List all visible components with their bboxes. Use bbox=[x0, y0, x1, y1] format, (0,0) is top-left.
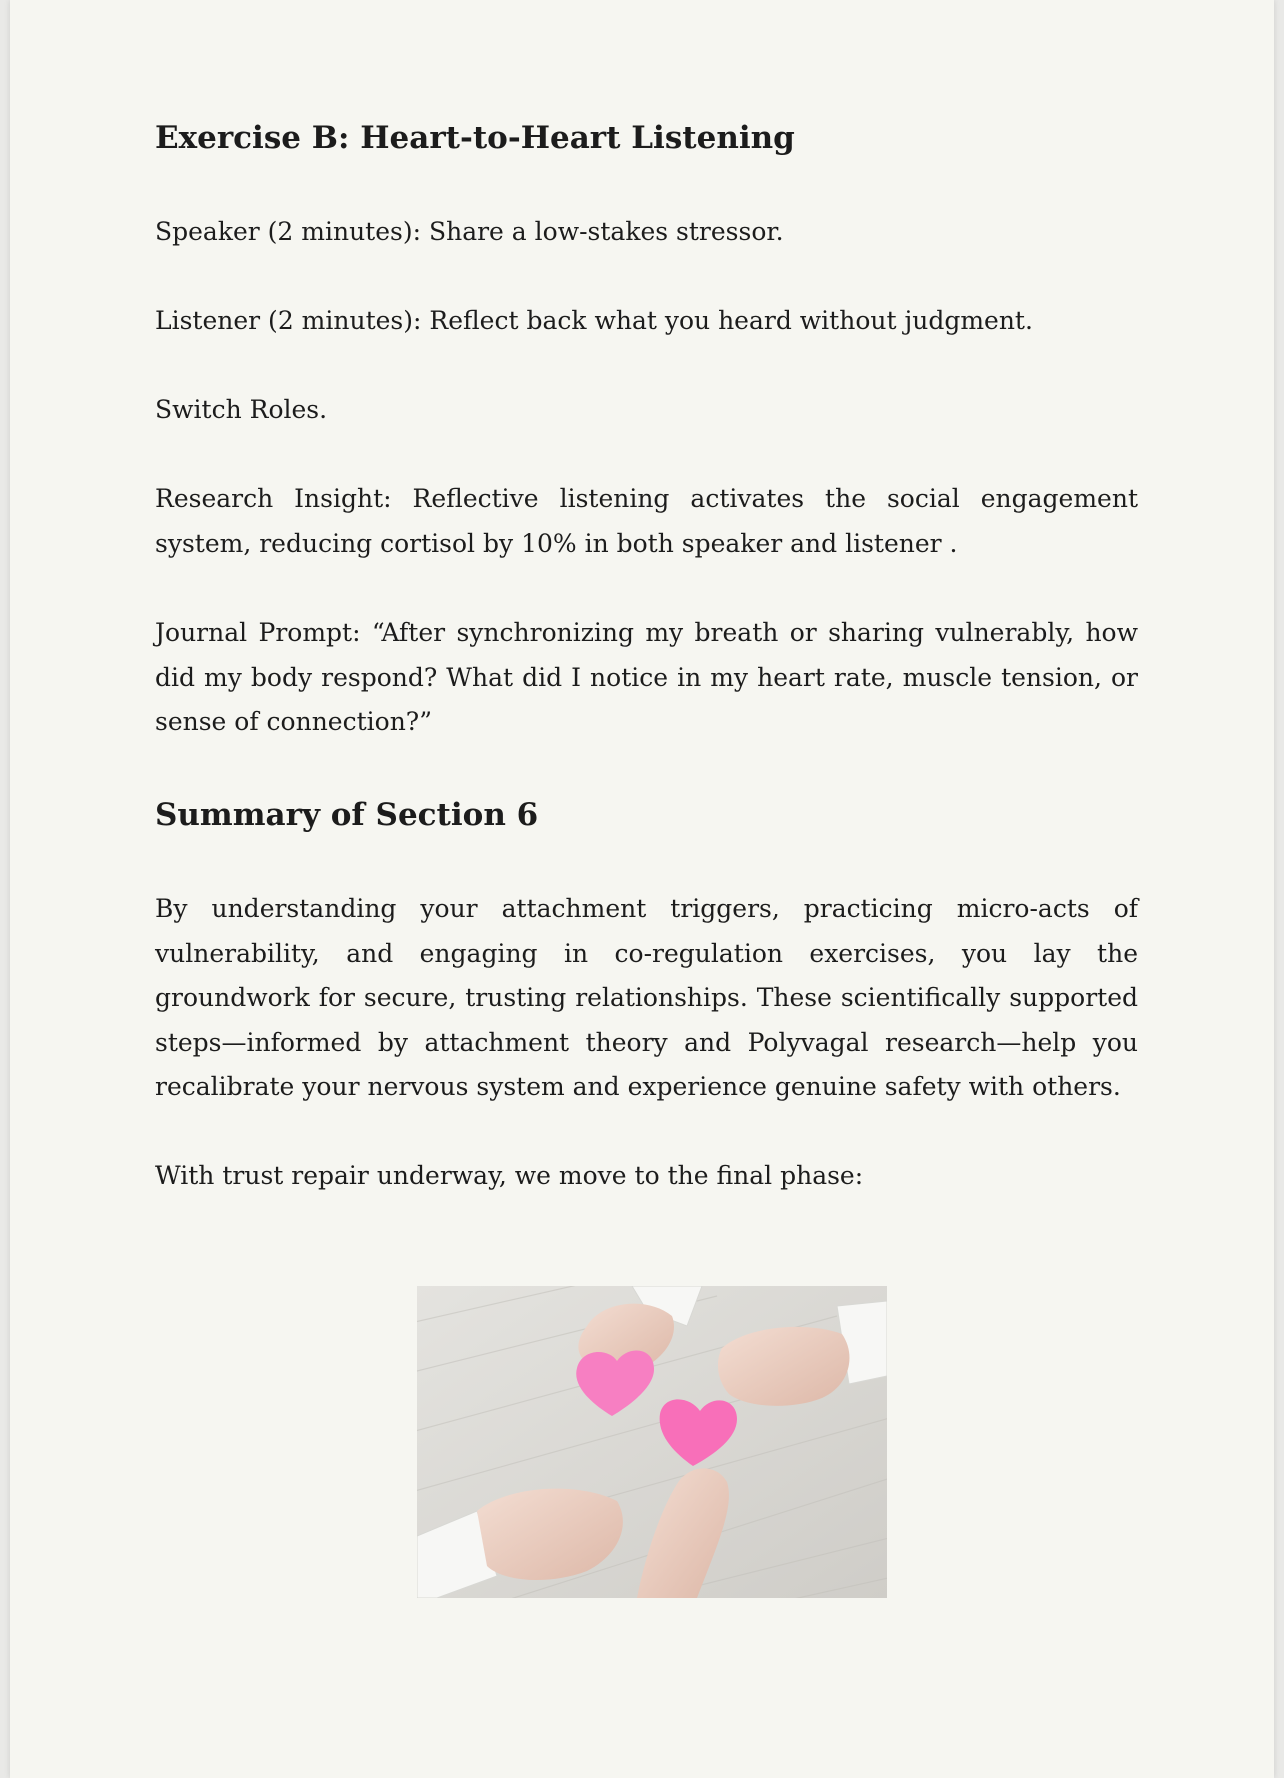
journal-prompt-paragraph: Journal Prompt: “After synchronizing my breath or sharing vulnerably, how did my body respond? What did I notice in my heart rate, muscle tension, or sense of connection?” bbox=[155, 618, 1138, 736]
speaker-instruction: Speaker (2 minutes): Share a low-stakes stressor. bbox=[155, 217, 784, 246]
summary-paragraph: By understanding your attachment triggers, practicing micro-acts of vulnerability, and engaging in co-regulation exercises, you lay the groundwork for secure, trusting relationships. These scientifically supported steps—informed by attachment theory and Polyvagal research—help you recalibrate your nervous system and experience genuine safety with others. bbox=[155, 894, 1138, 1101]
document-page bbox=[10, 0, 1274, 1778]
summary-heading: Summary of Section 6 bbox=[155, 797, 539, 833]
paper-hearts-photo bbox=[417, 1286, 887, 1598]
switch-roles-instruction: Switch Roles. bbox=[155, 395, 328, 424]
listener-instruction: Listener (2 minutes): Reflect back what you heard without judgment. bbox=[155, 306, 1033, 335]
closing-line: With trust repair underway, we move to the final phase: bbox=[155, 1161, 864, 1190]
research-insight-paragraph: Research Insight: Reflective listening activates the social engagement system, reducing cortisol by 10% in both speaker and listener . bbox=[155, 484, 1138, 558]
exercise-heading: Exercise B: Heart-to-Heart Listening bbox=[155, 120, 795, 156]
